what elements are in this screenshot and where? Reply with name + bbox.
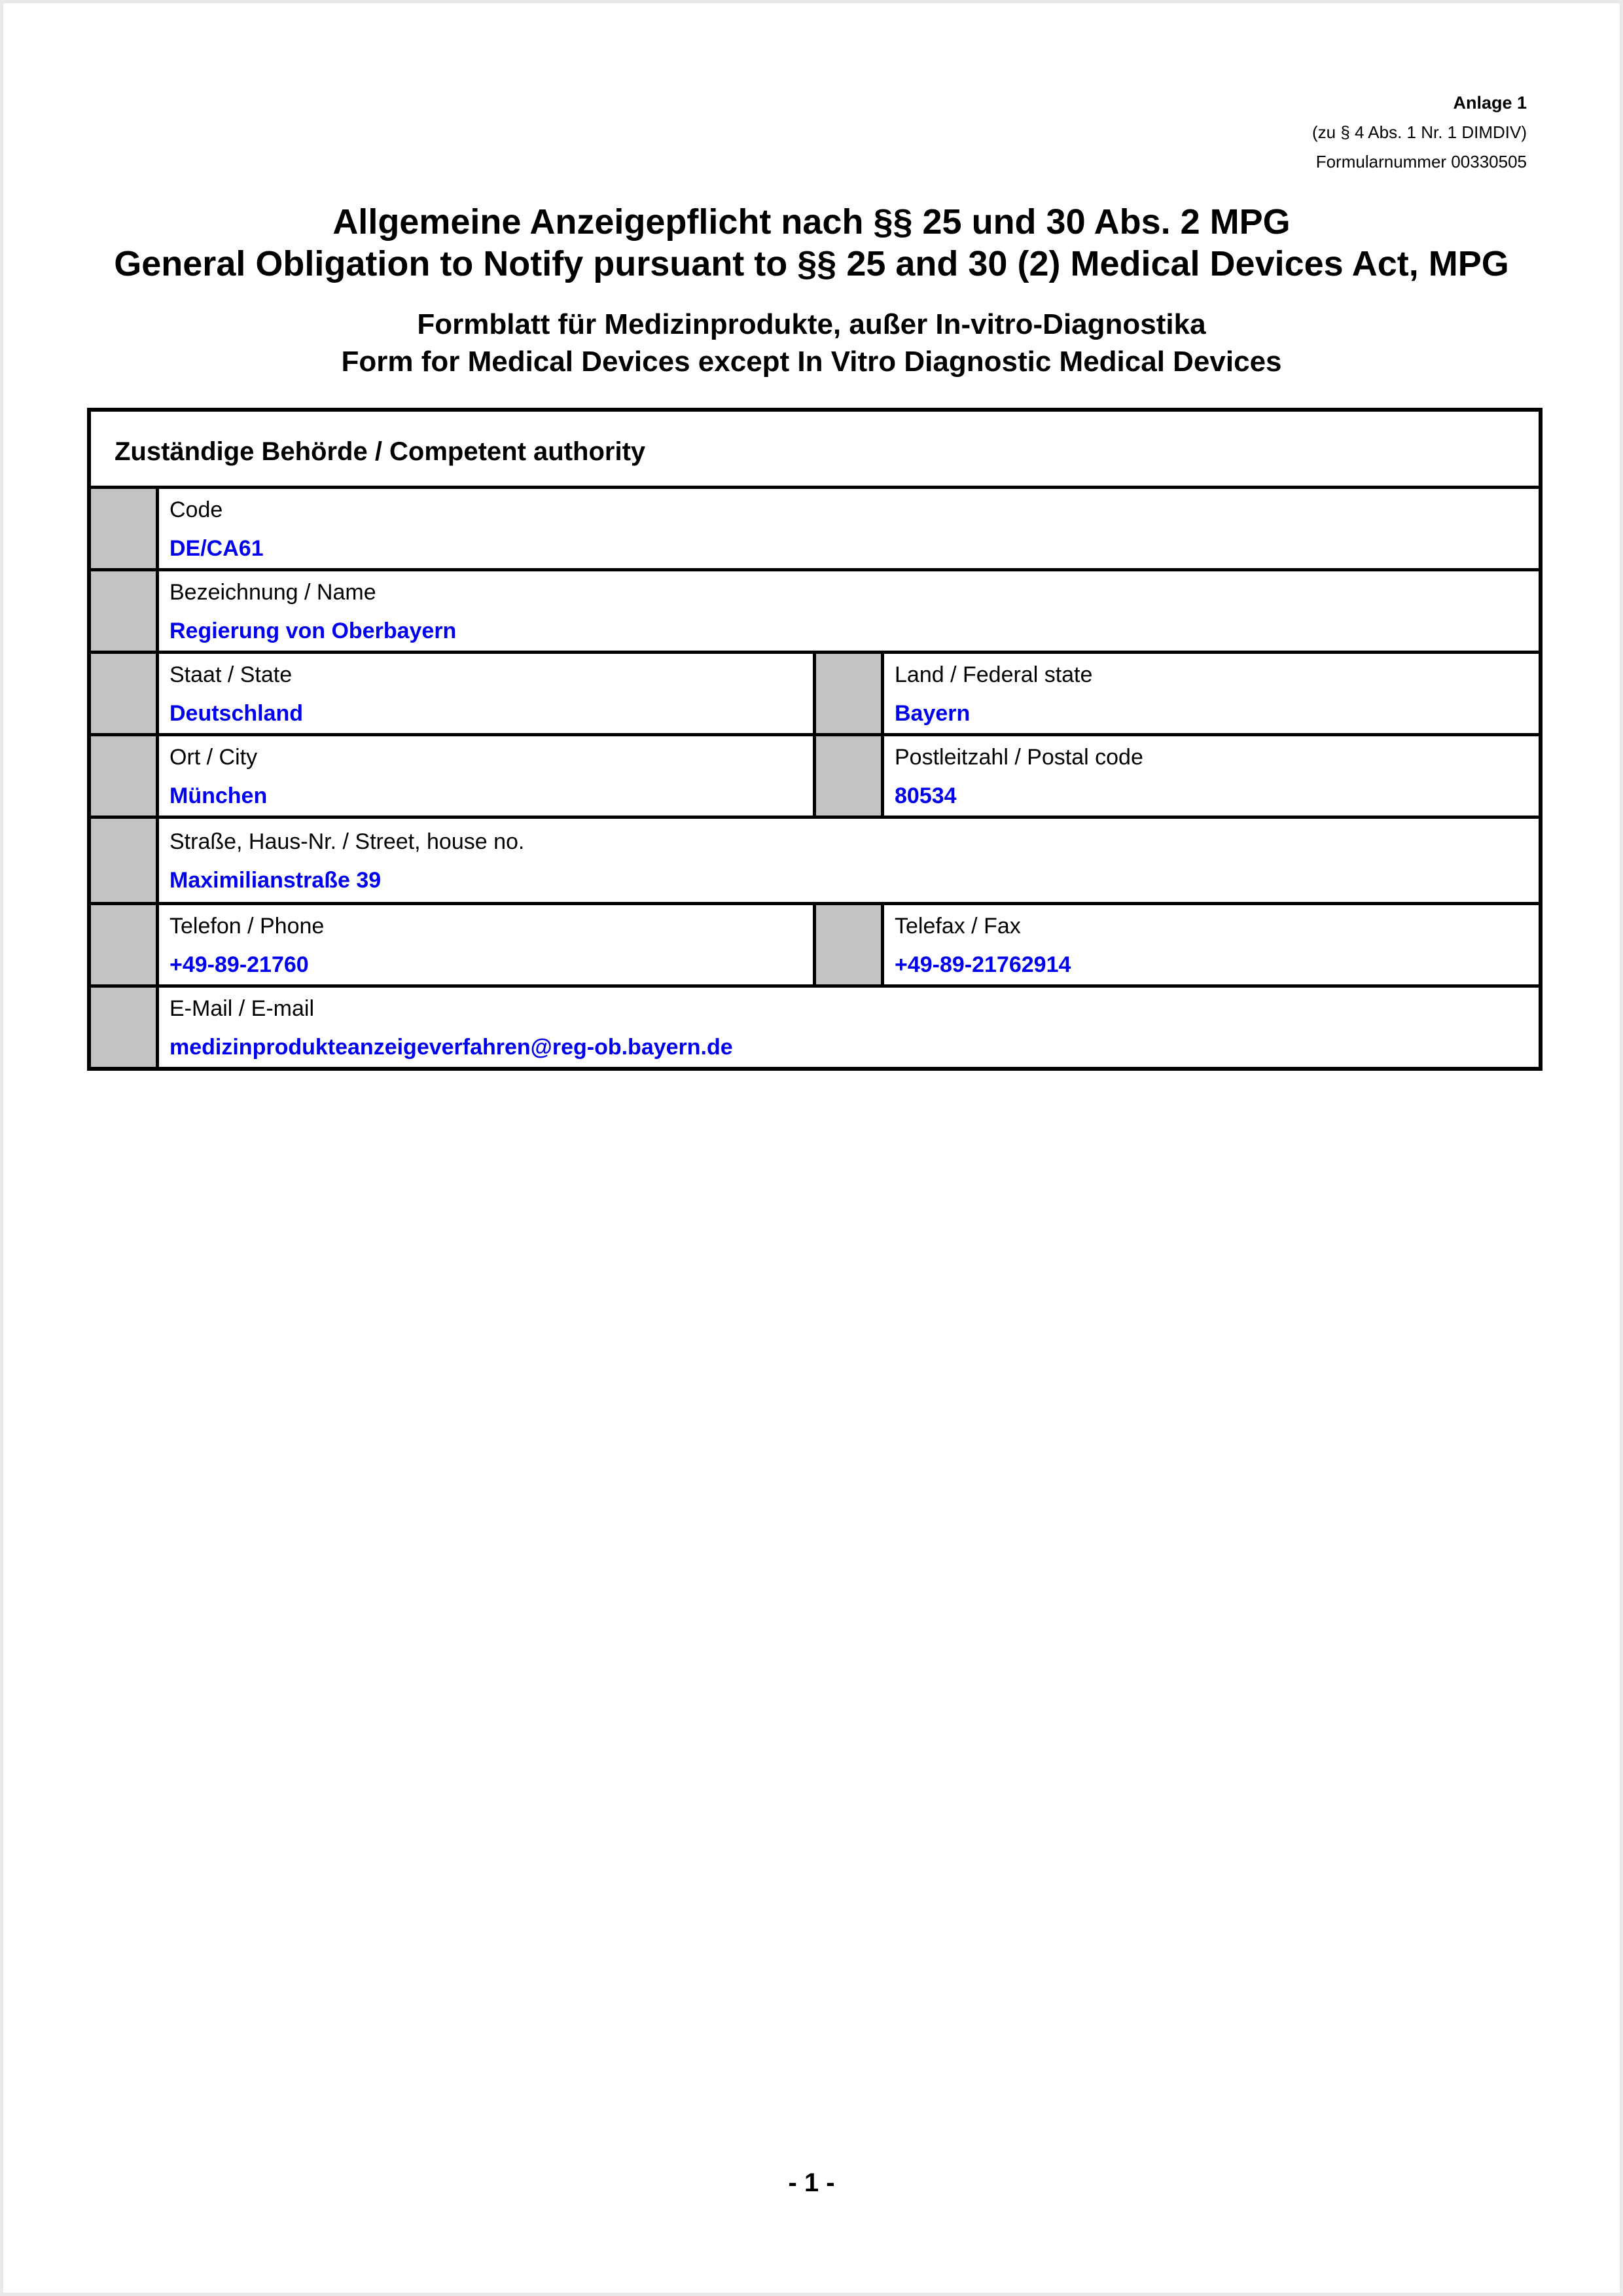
page-number: - 1 - bbox=[788, 2168, 835, 2197]
name-cell bbox=[159, 571, 1539, 651]
fax-label: Telefax / Fax bbox=[895, 913, 1021, 939]
subtitle-german: Formblatt für Medizinprodukte, außer In-vitro-Diagnostika bbox=[417, 308, 1206, 340]
street-cell bbox=[159, 819, 1539, 902]
postal-code-value: 80534 bbox=[895, 783, 957, 808]
federal-state-value: Bayern bbox=[895, 700, 971, 726]
name-value: Regierung von Oberbayern bbox=[169, 618, 457, 643]
phone-label: Telefon / Phone bbox=[169, 913, 325, 939]
title-english: General Obligation to Notify pursuant to §§ 25 and 30 (2) Medical Devices Act, MPG bbox=[114, 244, 1509, 283]
code-cell bbox=[159, 489, 1539, 568]
city-label: Ort / City bbox=[169, 744, 258, 770]
state-label: Staat / State bbox=[169, 662, 293, 687]
federal-state-cell bbox=[884, 654, 1539, 733]
table-row-state bbox=[91, 651, 1539, 733]
legal-reference: (zu § 4 Abs. 1 Nr. 1 DIMDIV) bbox=[1312, 122, 1527, 142]
document-subtitle-block bbox=[3, 306, 1620, 380]
name-label: Bezeichnung / Name bbox=[169, 579, 376, 605]
state-cell bbox=[159, 654, 816, 733]
section-header: Zuständige Behörde / Competent authority bbox=[115, 437, 646, 466]
street-label: Straße, Haus-Nr. / Street, house no. bbox=[169, 829, 525, 854]
competent-authority-table bbox=[87, 408, 1543, 1071]
phone-cell bbox=[159, 905, 816, 984]
row-stub-cell bbox=[91, 489, 159, 568]
table-row-email bbox=[91, 984, 1539, 1067]
title-german: Allgemeine Anzeigepflicht nach §§ 25 und 30 Abs. 2 MPG bbox=[332, 202, 1291, 242]
row-stub-cell bbox=[91, 988, 159, 1067]
annex-label: Anlage 1 bbox=[1453, 93, 1527, 113]
code-label: Code bbox=[169, 497, 223, 522]
row-stub-cell bbox=[816, 905, 884, 984]
fax-cell bbox=[884, 905, 1539, 984]
street-value: Maximilianstraße 39 bbox=[169, 867, 382, 893]
phone-value: +49-89-21760 bbox=[169, 952, 309, 977]
row-stub-cell bbox=[91, 819, 159, 902]
table-row-street bbox=[91, 816, 1539, 902]
postal-code-label: Postleitzahl / Postal code bbox=[895, 744, 1143, 770]
fax-value: +49-89-21762914 bbox=[895, 952, 1071, 977]
form-number: Formularnummer 00330505 bbox=[1315, 152, 1527, 171]
email-value: medizinprodukteanzeigeverfahren@reg-ob.bayern.de bbox=[169, 1034, 733, 1060]
row-stub-cell bbox=[816, 736, 884, 816]
table-row-city bbox=[91, 733, 1539, 816]
state-value: Deutschland bbox=[169, 700, 304, 726]
email-label: E-Mail / E-mail bbox=[169, 996, 315, 1021]
federal-state-label: Land / Federal state bbox=[895, 662, 1093, 687]
city-value: München bbox=[169, 783, 268, 808]
table-row-name bbox=[91, 568, 1539, 651]
code-value: DE/CA61 bbox=[169, 535, 264, 561]
table-row-code bbox=[91, 486, 1539, 568]
row-stub-cell bbox=[91, 736, 159, 816]
city-cell bbox=[159, 736, 816, 816]
postal-code-cell bbox=[884, 736, 1539, 816]
table-row-phone bbox=[91, 902, 1539, 984]
row-stub-cell bbox=[91, 571, 159, 651]
subtitle-english: Form for Medical Devices except In Vitro Diagnostic Medical Devices bbox=[341, 346, 1282, 378]
row-stub-cell bbox=[91, 654, 159, 733]
email-cell bbox=[159, 988, 1539, 1067]
document-title-block bbox=[3, 201, 1620, 285]
row-stub-cell bbox=[91, 905, 159, 984]
form-reference-block bbox=[1312, 88, 1527, 177]
row-stub-cell bbox=[816, 654, 884, 733]
